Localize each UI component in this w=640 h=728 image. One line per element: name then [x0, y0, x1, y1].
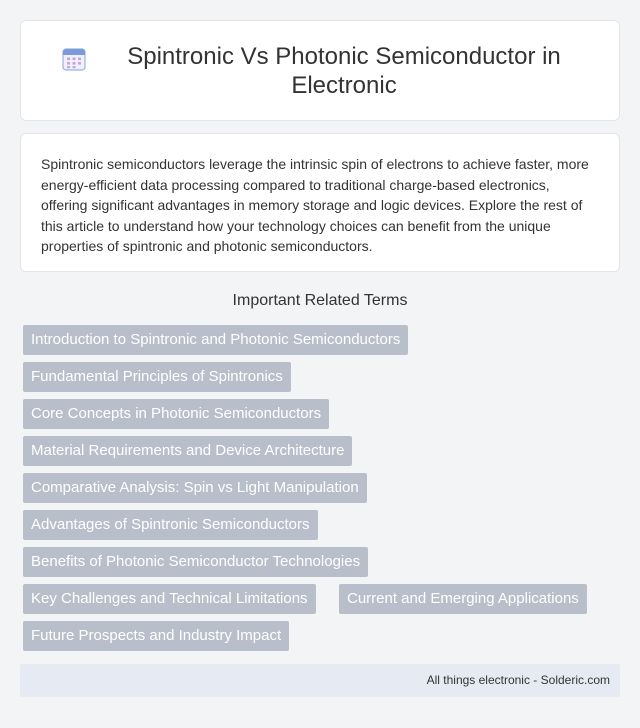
footer-text: All things electronic - Solderic.com — [426, 673, 610, 687]
term-tag[interactable]: Future Prospects and Industry Impact — [23, 621, 289, 651]
term-tag[interactable]: Core Concepts in Photonic Semiconductors — [23, 399, 329, 429]
related-terms-heading: Important Related Terms — [232, 292, 408, 309]
term-tag[interactable]: Material Requirements and Device Architecture — [23, 436, 352, 466]
title-card — [20, 20, 620, 121]
footer — [20, 664, 620, 697]
term-tag[interactable]: Fundamental Principles of Spintronics — [23, 362, 291, 392]
title-row — [61, 42, 579, 100]
term-tag[interactable]: Key Challenges and Technical Limitations — [23, 584, 316, 614]
term-tag[interactable]: Introduction to Spintronic and Photonic Semiconductors — [23, 325, 408, 355]
term-tag[interactable]: Comparative Analysis: Spin vs Light Manipulation — [23, 473, 367, 503]
summary-card — [20, 133, 620, 272]
calendar-grid-icon — [61, 46, 87, 72]
term-tag[interactable]: Benefits of Photonic Semiconductor Technologies — [23, 547, 368, 577]
term-tag[interactable]: Current and Emerging Applications — [339, 584, 587, 614]
page-title: Spintronic Vs Photonic Semiconductor in Electronic — [127, 42, 561, 99]
summary-text: Spintronic semiconductors leverage the intrinsic spin of electrons to achieve faster, more energy-efficient data processing compared to traditional charge-based electronics, offering significant advantages in memory storage and logic devices. Explore the rest of this article to understand how your technology choices can benefit from the unique properties of spintronic and photonic semiconductors. — [41, 156, 589, 254]
term-tag[interactable]: Advantages of Spintronic Semiconductors — [23, 510, 318, 540]
